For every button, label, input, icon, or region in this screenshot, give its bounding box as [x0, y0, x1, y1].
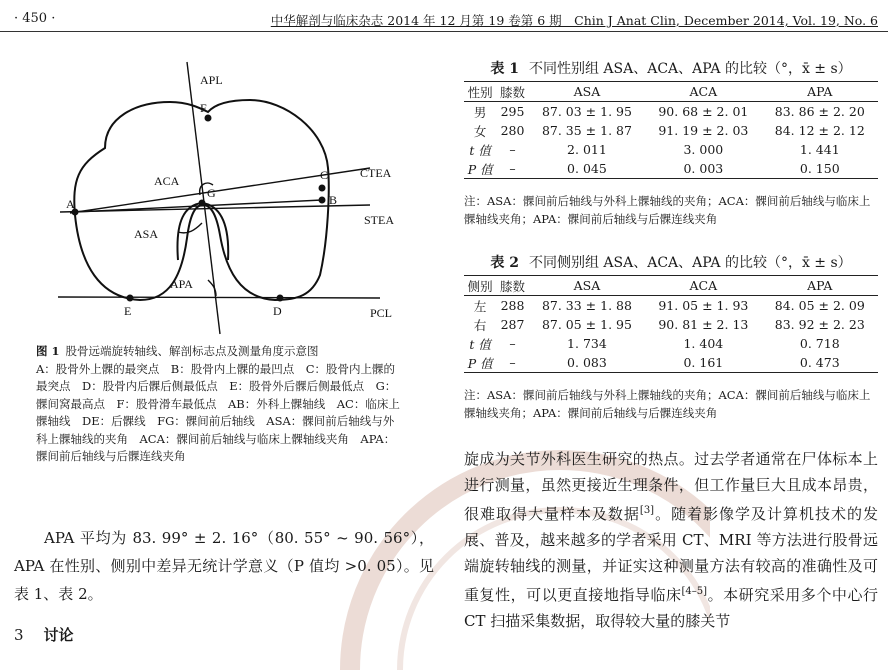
pcl-line: [58, 297, 380, 298]
table-header-cell: 侧别: [467, 278, 493, 294]
label-apa: APA: [170, 277, 193, 291]
table2-caption: 不同侧别组 ASA、ACA、APA 的比较（°，x̄ ± s）: [528, 255, 852, 271]
table-row: [464, 102, 878, 122]
table-header-cell: APA: [807, 84, 833, 99]
table-cell: P 值: [467, 355, 493, 371]
table-cell: 0. 045: [567, 161, 607, 176]
discussion-text: [464, 446, 878, 634]
figure-caption-title: [36, 343, 404, 361]
table-header-cell: ASA: [573, 84, 601, 99]
table-cell: 3. 000: [683, 142, 724, 157]
figure-label: 图 1: [36, 344, 60, 358]
table-cell: 90. 68 ± 2. 01: [658, 104, 749, 119]
table-cell: 287: [500, 317, 525, 332]
table-cell: –: [509, 161, 516, 176]
figure-diagram: [30, 40, 430, 340]
table-cell: 87. 03 ± 1. 95: [541, 104, 632, 119]
table-cell: 84. 05 ± 2. 09: [774, 298, 865, 313]
table-cell: 84. 12 ± 2. 12: [774, 123, 865, 138]
table-row: [464, 334, 878, 353]
table-row: [464, 140, 878, 159]
discussion-text-2: 。随着影像学及计算机技术的发展、普及，越来越多的学者采用 CT、MRI 等方法进行股骨远端旋转轴线的测量，并证实这种测量方法有较高的准确性及可重复性，可以更直接地指导临床: [464, 505, 878, 604]
point-g: [199, 200, 206, 207]
label-g: G: [207, 186, 216, 200]
table-header-row: [464, 82, 878, 102]
label-f: F: [200, 101, 207, 115]
table-row: [464, 353, 878, 373]
label-apl: APL: [200, 73, 223, 87]
table-cell: 左: [473, 298, 487, 314]
page-number: · 450 ·: [14, 11, 56, 26]
table-cell: –: [509, 142, 516, 157]
table1-caption: 不同性别组 ASA、ACA、APA 的比较（°，x̄ ± s）: [528, 61, 852, 77]
table-cell: 1. 404: [683, 336, 724, 351]
table-cell: 0. 003: [683, 161, 724, 176]
table-cell: 0. 083: [567, 355, 607, 370]
header-rule: [0, 31, 888, 32]
table-cell: 右: [473, 317, 487, 333]
table2-label: 表 2: [490, 255, 519, 271]
table-header-row: [464, 276, 878, 296]
table-header-cell: 性别: [467, 84, 493, 100]
table-header-cell: 膝数: [500, 84, 526, 100]
table1-title: [464, 58, 878, 78]
journal-citation: 中华解剖与临床杂志 2014 年 12 月第 19 卷第 6 期 Chin J Anat Clin, December 2014, Vol. 19, No. 6: [270, 13, 878, 28]
table-cell: 0. 718: [799, 336, 840, 351]
table-cell: 91. 19 ± 2. 03: [658, 123, 749, 138]
table-cell: 288: [500, 298, 525, 313]
table-header-cell: ACA: [689, 84, 718, 99]
table-cell: 83. 86 ± 2. 20: [774, 104, 865, 119]
table-cell: –: [509, 336, 516, 351]
table1: [464, 81, 878, 179]
point-d: [277, 295, 284, 302]
table-header-cell: ASA: [573, 278, 601, 293]
table-cell: 0. 473: [799, 355, 840, 370]
table-cell: 2. 011: [567, 142, 607, 157]
table-row: [464, 121, 878, 140]
label-d: D: [273, 304, 282, 318]
section-number: 3: [14, 626, 24, 644]
label-aca: ACA: [154, 174, 180, 188]
table-row: [464, 315, 878, 334]
point-c: [319, 185, 326, 192]
discussion-text-1: 旋成为关节外科医生研究的热点。过去学者通常在尸体标本上进行测量，虽然更接近生理条件，但工作量巨大且成本昂贵，很难取得大量样本及数据: [464, 450, 878, 523]
table-cell: –: [509, 355, 516, 370]
table-cell: 90. 81 ± 2. 13: [658, 317, 749, 332]
table-cell: P 值: [467, 161, 493, 177]
section-title: 讨论: [43, 626, 74, 644]
label-asa: ASA: [134, 227, 159, 241]
point-f: [205, 115, 212, 122]
label-pcl: PCL: [370, 306, 393, 320]
table-cell: 87. 35 ± 1. 87: [541, 123, 632, 138]
table-cell: 女: [473, 123, 487, 139]
table-cell: 91. 05 ± 1. 93: [658, 298, 749, 313]
figure-legend: A：股骨外上髁的最突点 B：股骨内上髁的最凹点 C：股骨内上髁的最突点 D：股骨内后髁后侧最低点 E：股骨外后髁后侧最低点 G：髁间窝最高点 F：股骨滑车最低点 AB：外科上髁轴线 AC：临床上髁轴线 DE：后髁线 FG：髁间前后轴线 ASA：髁间前后轴线与外科上髁轴线的夹角 ACA：髁间前后轴线与临床上髁轴线夹角 APA：髁间前后轴线与后髁连线夹角: [36, 361, 400, 463]
citation-ref: [4–5]: [681, 586, 708, 597]
table-header-cell: APA: [807, 278, 833, 293]
label-ctea: CTEA: [360, 166, 392, 180]
section-heading: [14, 624, 74, 645]
apa-results-paragraph: APA 平均为 83. 99° ± 2. 16°（80. 55° ~ 90. 56°），APA 在性别、侧别中差异无统计学意义（P 值均 >0. 05）。见表 1、表 2。: [14, 529, 434, 603]
table-cell: t 值: [469, 336, 491, 352]
label-e: E: [124, 304, 132, 318]
table-cell: 0. 161: [683, 355, 724, 370]
table1-note: 注：ASA：髁间前后轴线与外科上髁轴线的夹角；ACA：髁间前后轴线与临床上髁轴线夹角；APA：髁间前后轴线与后髁连线夹角: [464, 194, 871, 226]
table2: [464, 275, 878, 373]
figure-title: 股骨远端旋转轴线、解剖标志点及测量角度示意图: [65, 344, 319, 358]
table2-title: [464, 252, 878, 272]
label-stea: STEA: [364, 213, 394, 227]
table-row: [464, 159, 878, 179]
citation-ref: [3]: [639, 505, 655, 516]
table-cell: 0. 150: [799, 161, 840, 176]
label-a: A: [66, 197, 75, 211]
point-e: [127, 295, 134, 302]
table-cell: 280: [500, 123, 525, 138]
table-cell: t 值: [469, 142, 491, 158]
label-c: C: [320, 168, 329, 182]
table-header-cell: ACA: [689, 278, 718, 293]
table-cell: 295: [500, 104, 525, 119]
table-cell: 87. 05 ± 1. 95: [541, 317, 632, 332]
table-header-cell: 膝数: [500, 278, 526, 294]
left-body-text: [14, 524, 434, 608]
point-b: [319, 197, 326, 204]
table-cell: 1. 734: [567, 336, 607, 351]
table2-note: 注：ASA：髁间前后轴线与外科上髁轴线的夹角；ACA：髁间前后轴线与临床上髁轴线夹角；APA：髁间前后轴线与后髁连线夹角: [464, 388, 871, 420]
label-b: B: [329, 193, 338, 207]
figure-caption: [36, 343, 404, 466]
table-cell: 1. 441: [799, 142, 840, 157]
table1-label: 表 1: [490, 61, 519, 77]
discussion-text-3: 。本研究采用多个中心行 CT 扫描采集数据，取得较大量的膝关节: [464, 586, 878, 630]
table-cell: 83. 92 ± 2. 23: [774, 317, 865, 332]
table-cell: 男: [473, 104, 487, 120]
page-header: [0, 0, 888, 30]
table-row: [464, 296, 878, 316]
table-cell: 87. 33 ± 1. 88: [541, 298, 632, 313]
